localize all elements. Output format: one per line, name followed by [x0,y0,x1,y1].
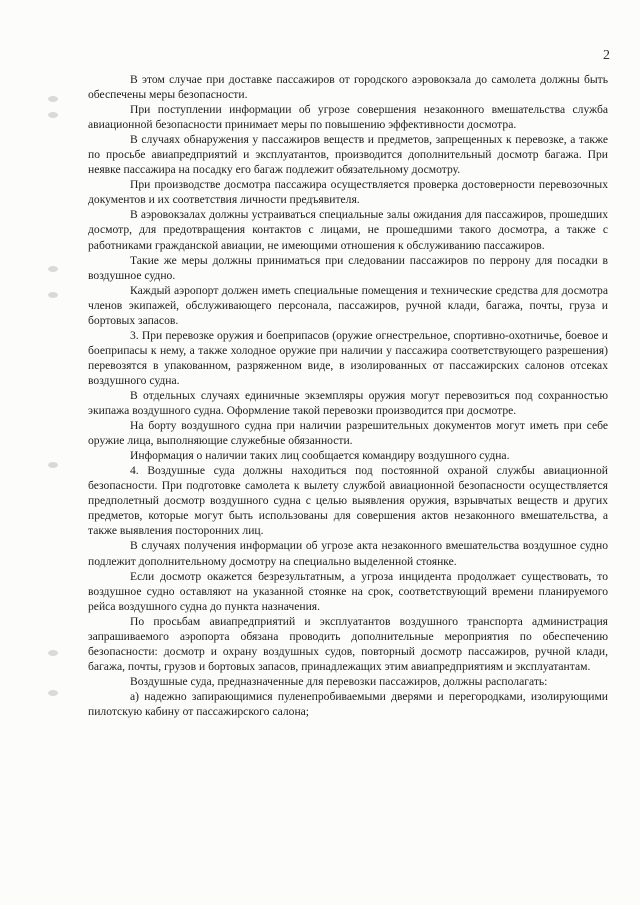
paragraph: В случаях получения информации об угрозе акта незаконного вмешательства воздушное судно подлежит дополнительному досмотру на специально выделенной стоянке. [88,539,608,568]
document-body [88,72,608,719]
paragraph: а) надежно запирающимися пуленепробиваемыми дверями и перегородками, изолирующими пилотскую кабину от пассажирского салона; [88,689,608,718]
page-number: 2 [603,48,610,63]
paragraph: По просьбам авиапредприятий и эксплуатантов воздушного транспорта администрация запрашиваемого аэропорта обязана проводить дополнительные мероприятия по обеспечению безопасности: досмотр и охрану воздушных судов, повторный досмотр пассажиров, ручной клади, багажа, почты, грузов и бортовых запасов, принадлежащих этим авиапредприятиям и эксплуатантам. [88,614,608,673]
paragraph: В отдельных случаях единичные экземпляры оружия могут перевозиться под сохранностью экипажа воздушного судна. Оформление такой перевозки производится при досмотре. [88,388,608,418]
paragraph: На борту воздушного судна при наличии разрешительных документов могут иметь при себе оружие лица, выполняющие служебные обязанности. [88,419,608,448]
paragraph: В аэровокзалах должны устраиваться специальные залы ожидания для пассажиров, прошедших досмотр, для предотвращения контактов с лицами, не прошедшими такого досмотра, а также с работниками гражданской авиации, не имеющими отношения к обслуживанию пассажиров. [88,208,608,252]
punch-hole-mark [48,292,58,298]
paragraph: Каждый аэропорт должен иметь специальные помещения и технические средства для досмотра членов экипажей, обслуживающего персонала, пассажиров, ручной клади, багажа, почты, груза и бортовых запасов. [88,283,608,327]
paragraph: При поступлении информации об угрозе совершения незаконного вмешательства служба авиационной безопасности принимает меры по повышению эффективности досмотра. [88,103,608,132]
paragraph: В этом случае при доставке пассажиров от городского аэровокзала до самолета должны быть обеспечены меры безопасности. [88,73,608,102]
punch-hole-mark [48,112,58,118]
paragraph: Информация о наличии таких лиц сообщается командиру воздушного судна. [130,449,510,463]
punch-hole-mark [48,650,58,656]
punch-hole-mark [48,266,58,272]
paragraph: 4. Воздушные суда должны находиться под постоянной охраной службы авиационной безопасности. При подготовке самолета к вылету службой авиационной безопасности осуществляется предполетный досмотр воздушного судна с целью выявления оружия, взрывчатых веществ и других предметов, которые могут быть использованы для совершения актов незаконного вмешательства, а также выявления посторонних лиц. [88,464,608,538]
paragraph: Воздушные суда, предназначенные для перевозки пассажиров, должны располагать: [130,674,548,688]
paragraph: Если досмотр окажется безрезультатным, а угроза инцидента продолжает существовать, то воздушное судно оставляют на указанной стоянке на срок, соответствующий времени планируемого рейса воздушного судна до пункта назначения. [88,569,608,613]
paragraph: В случаях обнаружения у пассажиров веществ и предметов, запрещенных к перевозке, а также по просьбе авиапредприятий и эксплуатантов, производится дополнительный досмотр багажа. При неявке пассажира на посадку его багаж подлежит обязательному досмотру. [88,133,608,177]
punch-hole-mark [48,96,58,102]
paragraph: При производстве досмотра пассажира осуществляется проверка достоверности перевозочных документов и их соответствия личности предъявителя. [88,178,608,207]
paragraph: Такие же меры должны приниматься при следовании пассажиров по перрону для посадки в воздушное судно. [88,253,608,282]
paragraph: 3. При перевозке оружия и боеприпасов (оружие огнестрельное, спортивно-охотничье, боевое и боеприпасы к нему, а также холодное оружие при наличии у пассажира соответствующего разрешения) перевозятся в упакованном, разряженном виде, в изолированных от пассажирских салонов отсеках воздушного судна. [88,328,608,387]
punch-hole-mark [48,690,58,696]
punch-hole-mark [48,462,58,468]
